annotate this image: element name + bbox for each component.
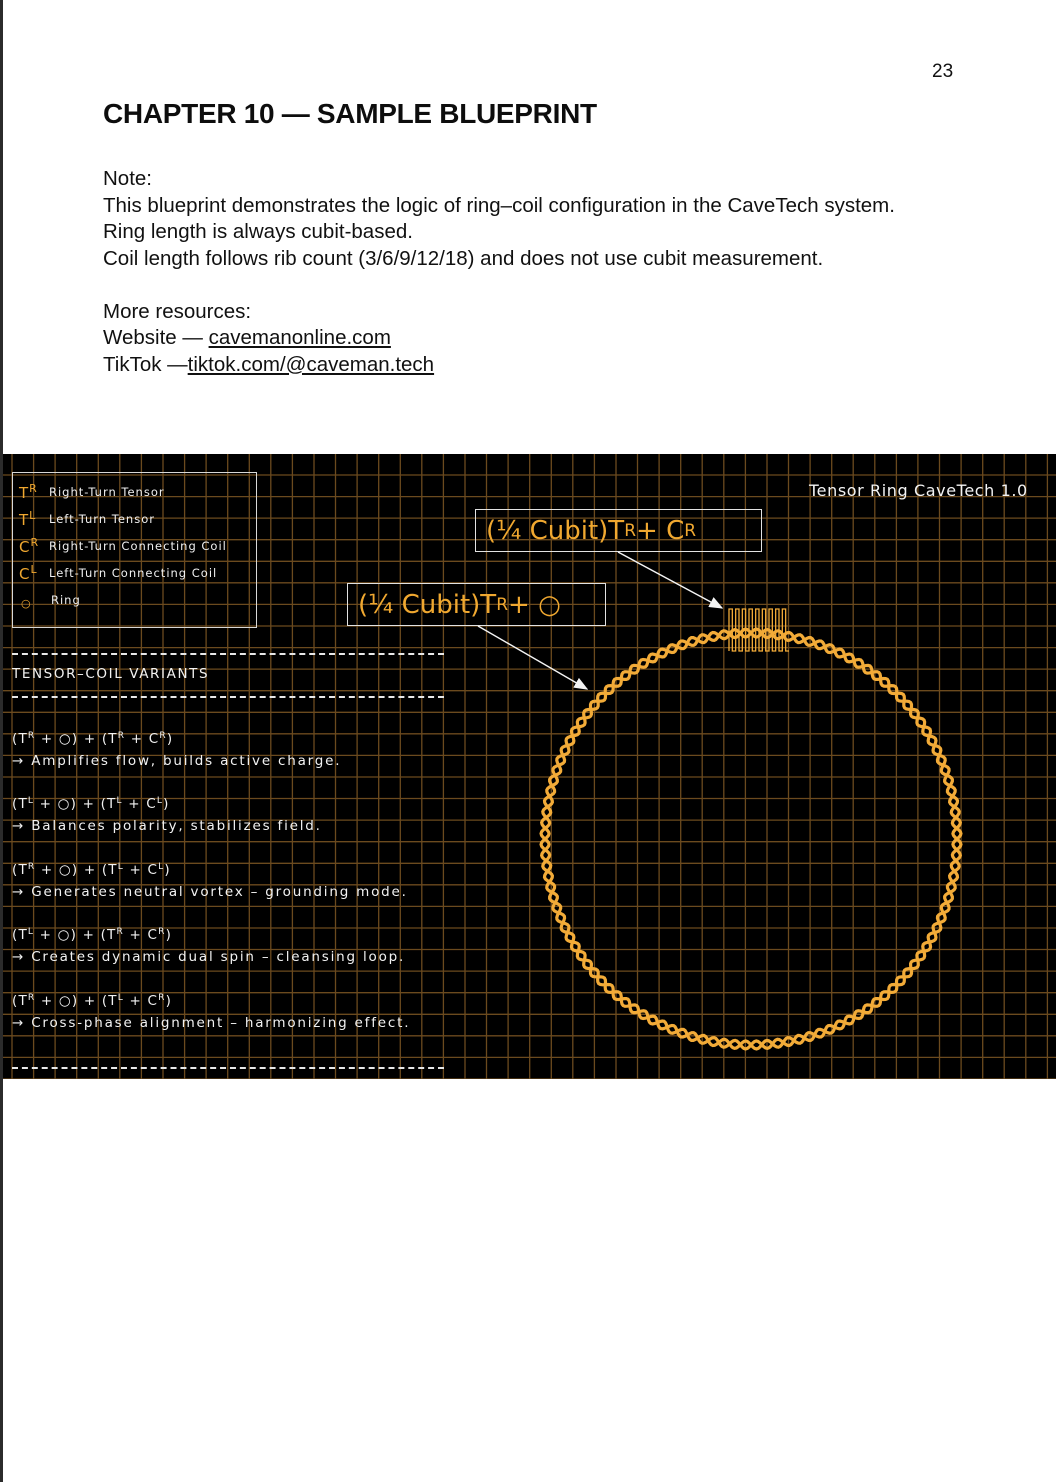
note-line-3: Coil length follows rib count (3/6/9/12/18) and does not use cubit measurement. (103, 246, 824, 270)
callout-tensor-ring-prefix: (¼ Cubit)T (358, 589, 497, 620)
blueprint-title: Tensor Ring CaveTech 1.0 (809, 481, 1028, 500)
variant-formula: ($T^R$ + ○) + $(T^L + C^R)$ (12, 993, 173, 1009)
legend-label: Left-Turn Connecting Coil (49, 566, 218, 580)
legend-symbol: $T^R$ (19, 482, 37, 502)
callout-tensor-coil-sup1: R (624, 520, 637, 541)
note-line-2: Ring length is always cubit-based. (103, 220, 413, 243)
website-link[interactable]: cavemanonline.com (208, 326, 391, 349)
variant-description: → Amplifies flow, builds active charge. (12, 753, 342, 769)
legend-label: Ring (51, 593, 81, 607)
legend-symbol: $T^L$ (19, 509, 36, 529)
website-label: Website — (103, 326, 209, 349)
variant-formula: ($T^L$ + ○) + $(T^L + C^L)$ (12, 796, 170, 812)
note-line-1: This blueprint demonstrates the logic of ring–coil configuration in the CaveTech system. (103, 193, 895, 217)
callout-tensor-coil-sup2: R (684, 520, 697, 541)
blueprint-figure (3, 454, 1056, 1079)
legend-symbol-superscript: R (30, 536, 39, 549)
legend-label: Right-Turn Tensor (49, 485, 165, 499)
variant-formula: ($T^R$ + ○) + $(T^L + C^L)$ (12, 862, 171, 878)
legend-symbol: ○ (21, 596, 31, 610)
callout-tensor-coil-middle: + C (636, 515, 685, 546)
callout-arrow-coil (618, 552, 722, 608)
tiktok-line (103, 352, 983, 379)
callout-tensor-coil-prefix: (¼ Cubit)T (486, 515, 625, 546)
callout-tensor-ring-middle: + ○ (508, 589, 561, 620)
legend-symbol: $C^L$ (19, 563, 37, 583)
callout-arrow-ring (478, 626, 587, 689)
note-section (103, 166, 983, 378)
ring-diagram (3, 454, 1056, 1079)
tiktok-link[interactable]: tiktok.com/@caveman.tech (187, 352, 435, 376)
variant-formula: ($T^R$ + ○) + $(T^R + C^R)$ (12, 731, 174, 747)
chapter-title: CHAPTER 10 — SAMPLE BLUEPRINT (103, 98, 597, 129)
variant-description: → Generates neutral vortex – grounding mode. (12, 884, 408, 900)
callout-tensor-ring-sup1: R (496, 594, 509, 615)
legend-label: Right-Turn Connecting Coil (49, 539, 227, 553)
variant-description: → Creates dynamic dual spin – cleansing loop. (12, 949, 406, 965)
resources-heading: More resources: (103, 299, 252, 323)
variants-title: TENSOR–COIL VARIANTS (12, 666, 210, 682)
legend-symbol-superscript: L (30, 563, 37, 576)
note-heading: Note: (103, 167, 152, 190)
legend-label: Left-Turn Tensor (49, 512, 155, 526)
legend-symbol-superscript: R (29, 482, 37, 495)
website-line (103, 325, 983, 352)
variant-description: → Cross-phase alignment – harmonizing effect. (12, 1015, 411, 1031)
variant-description: → Balances polarity, stabilizes field. (12, 818, 322, 834)
legend-symbol: $C^R$ (19, 536, 39, 556)
variant-formula: ($T^L$ + ○) + $(T^R + C^R)$ (12, 927, 173, 943)
page-number: 23 (932, 61, 954, 82)
tiktok-label: TikTok — (103, 352, 188, 376)
legend-symbol-superscript: L (29, 509, 36, 522)
ring-strand-b (541, 629, 961, 1049)
